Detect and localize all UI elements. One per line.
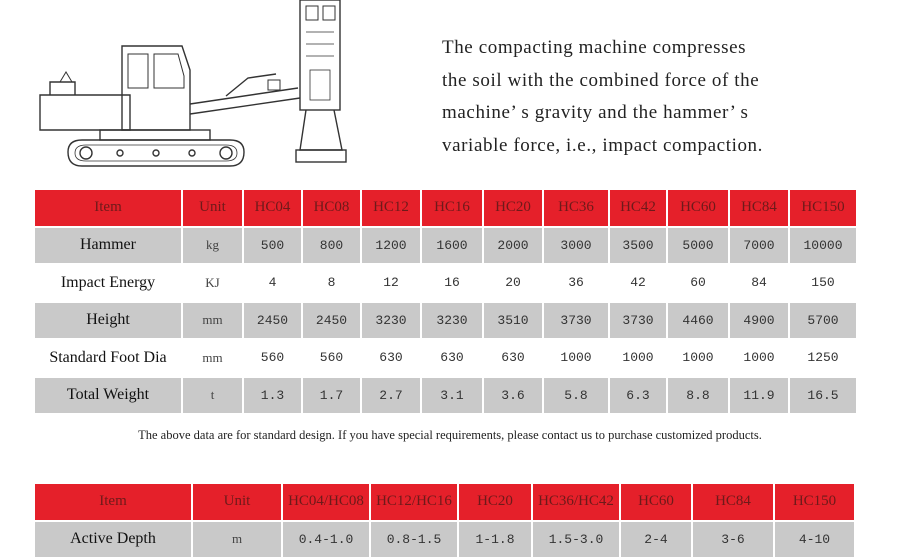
table-cell: 11.9 — [730, 378, 788, 414]
table-cell: 3230 — [422, 303, 482, 339]
table-cell: 630 — [484, 340, 542, 376]
header-cell: Unit — [183, 190, 242, 226]
table-cell: 500 — [244, 228, 301, 264]
intro-line: The compacting machine compresses — [442, 37, 747, 58]
header-cell: HC150 — [790, 190, 856, 226]
row-label: Impact Energy — [35, 265, 181, 301]
header-cell: HC42 — [610, 190, 666, 226]
header-cell: HC04 — [244, 190, 301, 226]
active-depth-table — [33, 482, 856, 559]
row-label: Standard Foot Dia — [35, 340, 181, 376]
table-cell: 0.4-1.0 — [283, 522, 369, 558]
table-cell: 8 — [303, 265, 360, 301]
table-row — [35, 265, 856, 301]
table-cell: 150 — [790, 265, 856, 301]
table-cell: 16.5 — [790, 378, 856, 414]
table-cell: 2450 — [303, 303, 360, 339]
table-cell: 7000 — [730, 228, 788, 264]
table-cell: 5.8 — [544, 378, 608, 414]
row-unit: KJ — [183, 265, 242, 301]
row-label: Hammer — [35, 228, 181, 264]
row-label: Active Depth — [35, 522, 191, 558]
header-cell: HC20 — [459, 484, 531, 520]
intro-line: machine’ s gravity and the hammer’ s — [442, 102, 749, 123]
table-cell: 4900 — [730, 303, 788, 339]
table-cell: 16 — [422, 265, 482, 301]
row-unit: kg — [183, 228, 242, 264]
header-cell: HC60 — [668, 190, 728, 226]
row-unit: t — [183, 378, 242, 414]
header-cell: HC12 — [362, 190, 420, 226]
table-row — [35, 340, 856, 376]
table-cell: 3.6 — [484, 378, 542, 414]
table-cell: 1200 — [362, 228, 420, 264]
table-cell: 3230 — [362, 303, 420, 339]
table-row — [35, 522, 854, 558]
table-cell: 36 — [544, 265, 608, 301]
header-cell: HC08 — [303, 190, 360, 226]
table-cell: 1000 — [730, 340, 788, 376]
header-cell: HC150 — [775, 484, 854, 520]
table-cell: 1000 — [544, 340, 608, 376]
table-cell: 3-6 — [693, 522, 773, 558]
row-unit: mm — [183, 340, 242, 376]
header-cell: HC60 — [621, 484, 691, 520]
header-cell: HC20 — [484, 190, 542, 226]
table-cell: 2-4 — [621, 522, 691, 558]
header-cell: HC36/HC42 — [533, 484, 619, 520]
table-cell: 3730 — [610, 303, 666, 339]
header-cell: HC12/HC16 — [371, 484, 457, 520]
spec-table-header — [35, 190, 856, 226]
table-cell: 560 — [303, 340, 360, 376]
header-cell: Item — [35, 190, 181, 226]
header-cell: Item — [35, 484, 191, 520]
table-cell: 4-10 — [775, 522, 854, 558]
table-cell: 2.7 — [362, 378, 420, 414]
header-cell: HC36 — [544, 190, 608, 226]
table-cell: 1600 — [422, 228, 482, 264]
table-cell: 800 — [303, 228, 360, 264]
table-cell: 3000 — [544, 228, 608, 264]
table-cell: 2000 — [484, 228, 542, 264]
table-cell: 1.7 — [303, 378, 360, 414]
intro-line: variable force, i.e., impact compaction. — [442, 134, 764, 156]
table-cell: 3500 — [610, 228, 666, 264]
table-cell: 560 — [244, 340, 301, 376]
table-cell: 1000 — [668, 340, 728, 376]
table-cell: 1000 — [610, 340, 666, 376]
depth-table-header — [35, 484, 854, 520]
table-cell: 12 — [362, 265, 420, 301]
header-cell: HC16 — [422, 190, 482, 226]
row-unit: m — [193, 522, 281, 558]
table-cell: 630 — [362, 340, 420, 376]
spec-table — [33, 188, 858, 415]
table-cell: 4460 — [668, 303, 728, 339]
header-cell: HC84 — [693, 484, 773, 520]
table-cell: 20 — [484, 265, 542, 301]
table-cell: 42 — [610, 265, 666, 301]
table-cell: 6.3 — [610, 378, 666, 414]
table-cell: 3.1 — [422, 378, 482, 414]
table-row — [35, 378, 856, 414]
table-row — [35, 228, 856, 264]
table-cell: 5000 — [668, 228, 728, 264]
table-cell: 5700 — [790, 303, 856, 339]
table-cell: 0.8-1.5 — [371, 522, 457, 558]
table-row — [35, 303, 856, 339]
table-cell: 60 — [668, 265, 728, 301]
intro-line: the soil with the combined force of the — [442, 69, 760, 91]
row-label: Total Weight — [35, 378, 181, 414]
row-label: Height — [35, 303, 181, 339]
standard-design-note: The above data are for standard design. If you have special requirements, please contact us to purchase customized products. — [138, 428, 762, 442]
header-cell: HC84 — [730, 190, 788, 226]
table-cell: 1250 — [790, 340, 856, 376]
table-cell: 3730 — [544, 303, 608, 339]
table-cell: 630 — [422, 340, 482, 376]
header-cell: HC04/HC08 — [283, 484, 369, 520]
table-cell: 1.3 — [244, 378, 301, 414]
compaction-machine-illustration — [30, 0, 370, 180]
table-cell: 10000 — [790, 228, 856, 264]
intro-text — [442, 32, 882, 162]
table-cell: 8.8 — [668, 378, 728, 414]
table-cell: 84 — [730, 265, 788, 301]
table-cell: 4 — [244, 265, 301, 301]
header-cell: Unit — [193, 484, 281, 520]
row-unit: mm — [183, 303, 242, 339]
table-cell: 1-1.8 — [459, 522, 531, 558]
table-cell: 2450 — [244, 303, 301, 339]
table-cell: 3510 — [484, 303, 542, 339]
table-cell: 1.5-3.0 — [533, 522, 619, 558]
